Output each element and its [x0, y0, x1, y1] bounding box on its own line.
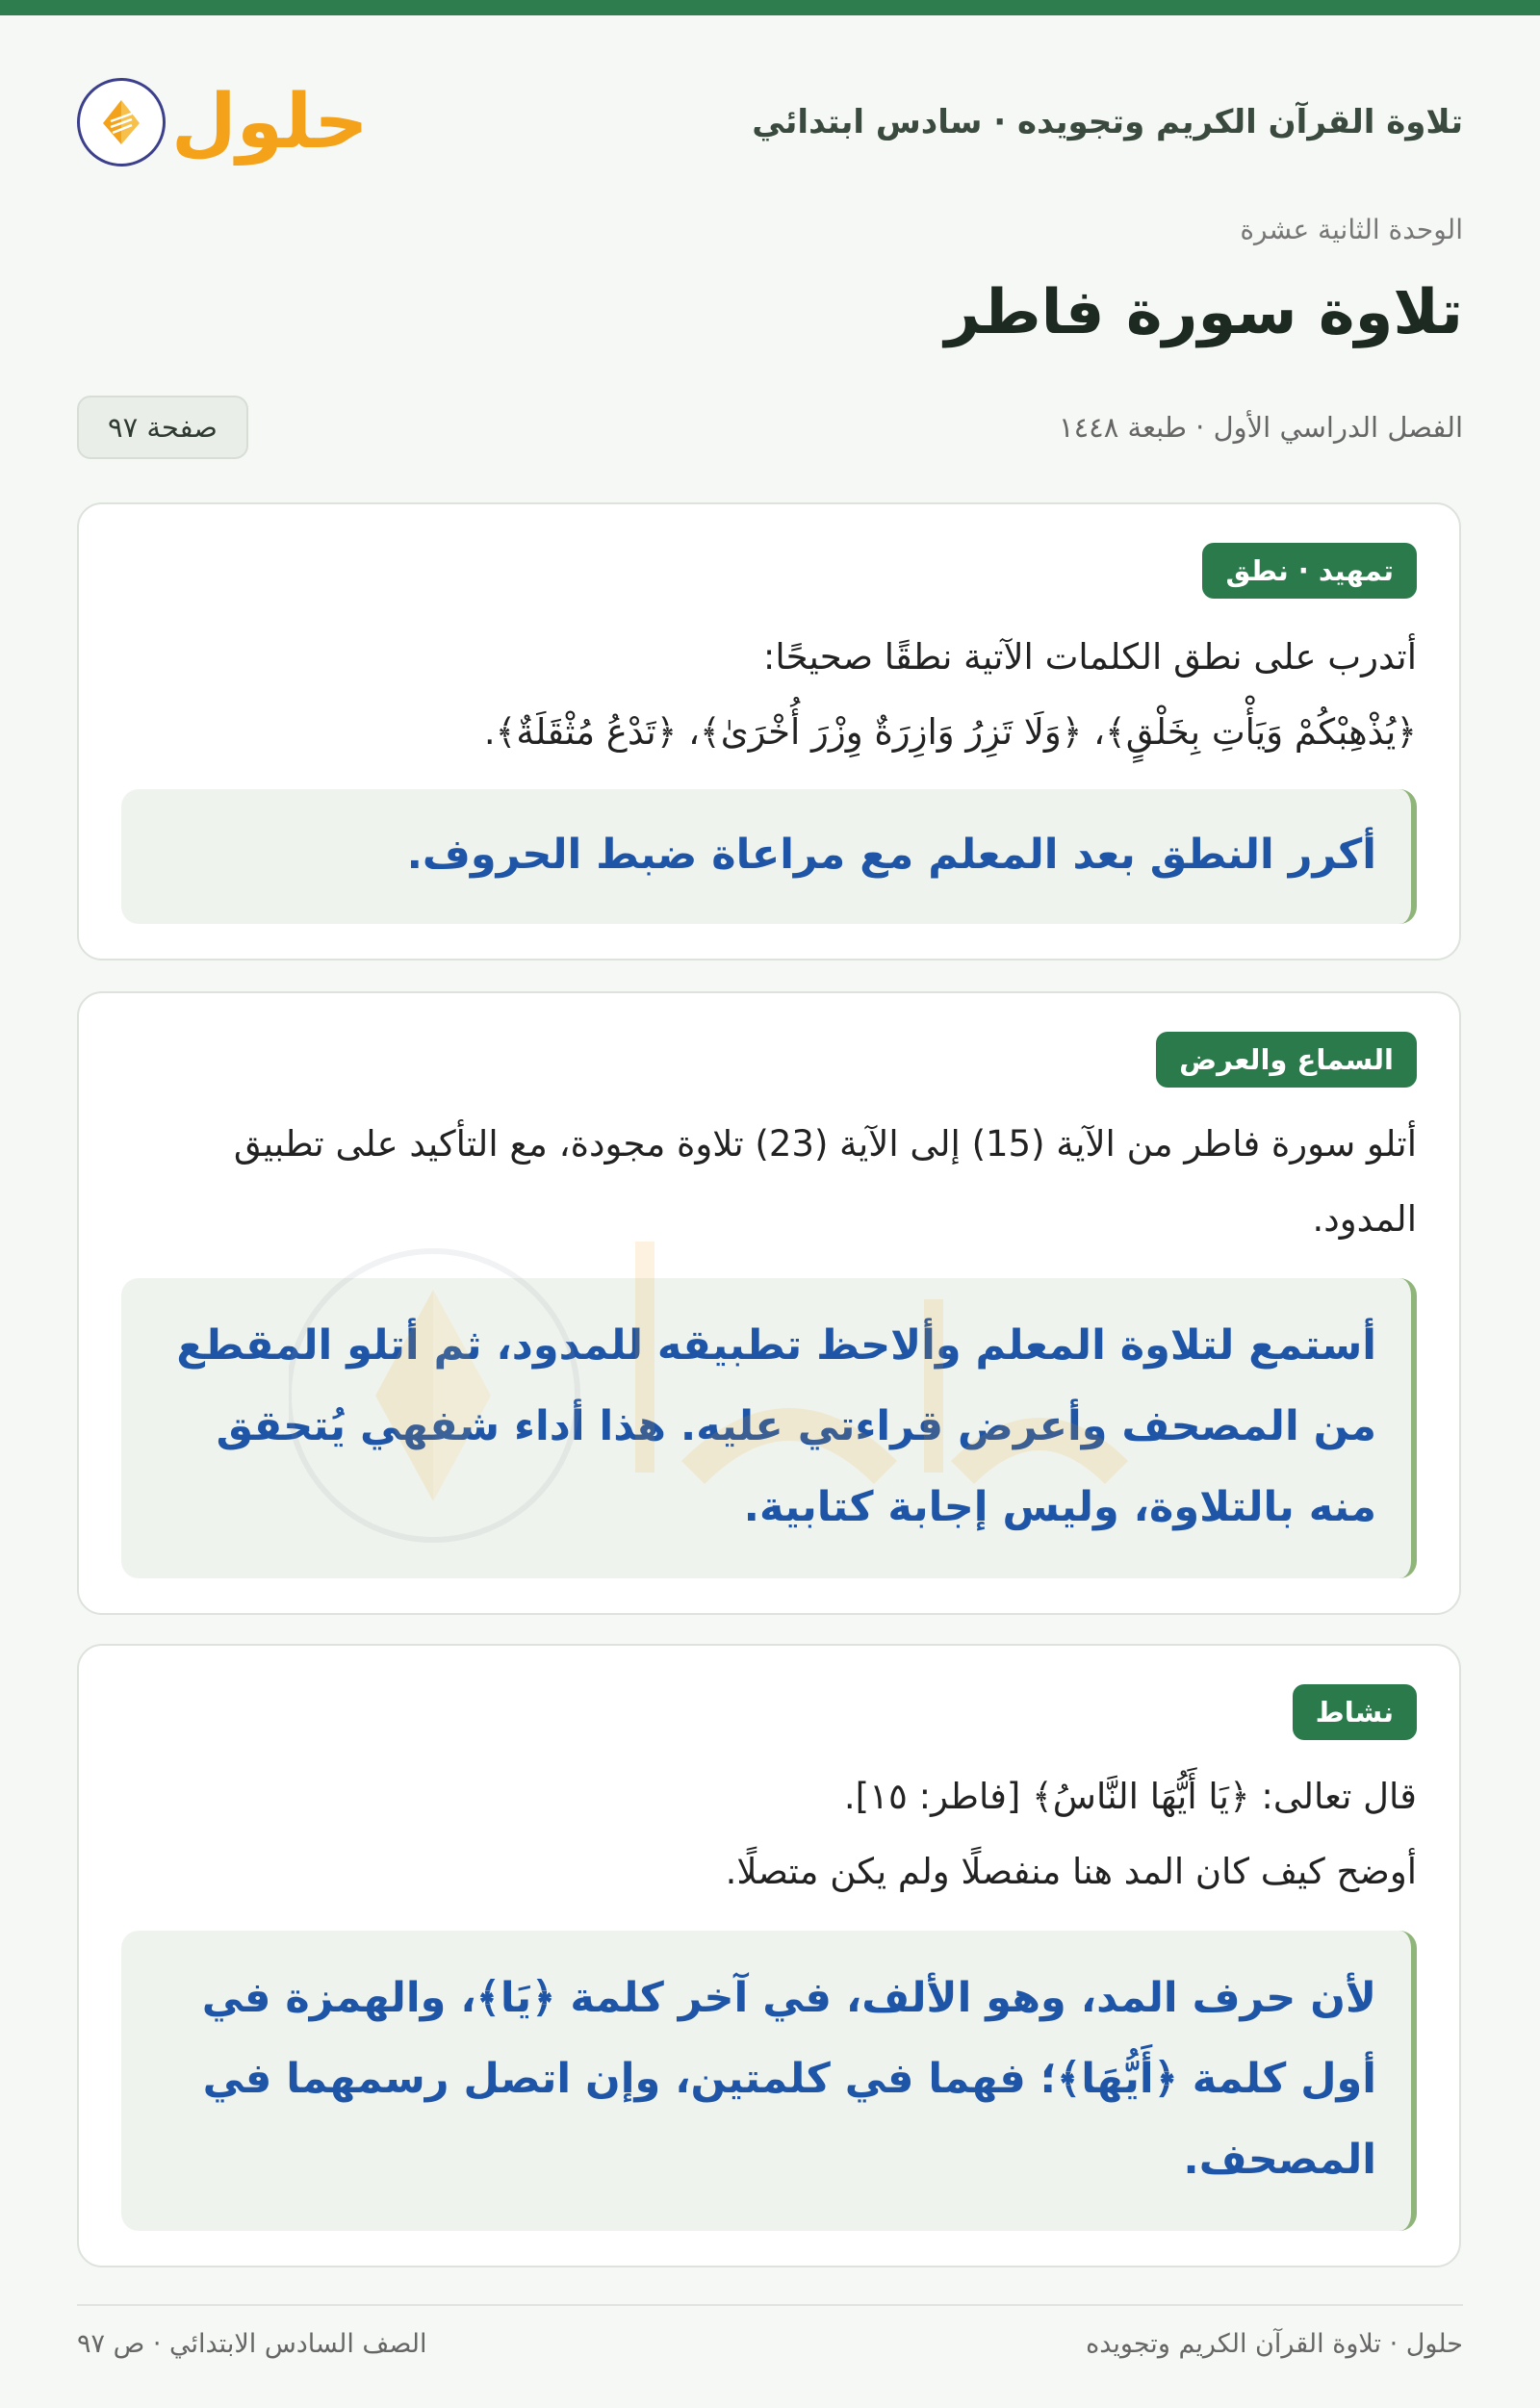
instruction-line: أتدرب على نطق الكلمات الآتية نطقًا صحيحًا:: [762, 636, 1417, 678]
answer-box: لأن حرف المد، وهو الألف، في آخر كلمة ﴿يَا﴾، والهمزة في أول كلمة ﴿أَيُّهَا﴾؛ فهما في كلمتين، وإن اتصل رسمهما في المصحف.: [121, 1931, 1417, 2231]
logo-wordmark: حلول: [171, 79, 369, 166]
footer-divider: [77, 2304, 1463, 2306]
page-header: [77, 60, 1463, 185]
answer-box: أكرر النطق بعد المعلم مع مراعاة ضبط الحروف.: [121, 789, 1417, 924]
footer-page-ref: الصف السادس الابتدائي · ص ٩٧: [77, 2329, 427, 2359]
instruction-text: أتلو سورة فاطر من الآية (15) إلى الآية (23) تلاوة مجودة، مع التأكيد على تطبيق المدود.: [233, 1123, 1417, 1240]
quran-words-line: ﴿يُذْهِبْكُمْ وَيَأْتِ بِخَلْقٍ﴾، ﴿وَلَا تَزِرُ وَازِرَةٌ وِزْرَ أُخْرَىٰ﴾، ﴿تَدْعُ مُثْقَلَةٌ﴾.: [483, 711, 1417, 753]
subject-title: تلاوة القرآن الكريم وتجويده · سادس ابتدائي: [752, 103, 1463, 141]
instruction-text: [121, 1759, 1417, 1909]
question-line: أوضح كيف كان المد هنا منفصلًا ولم يكن متصلًا.: [725, 1851, 1417, 1892]
unit-label: الوحدة الثانية عشرة: [1240, 214, 1463, 245]
section-tag: نشاط: [1293, 1684, 1417, 1740]
answer-box: أستمع لتلاوة المعلم وألاحظ تطبيقه للمدود، ثم أتلو المقطع من المصحف وأعرض قراءتي عليه. هذا أداء شفهي يُتحقق منه بالتلاوة، وليس إجابة كتابية.: [121, 1278, 1417, 1578]
site-logo[interactable]: [77, 78, 369, 167]
instruction-text: [121, 620, 1417, 770]
meta-row: [77, 393, 1463, 462]
term-edition: الفصل الدراسي الأول · طبعة ١٤٤٨: [1059, 411, 1463, 444]
card-listening: [77, 991, 1461, 1615]
card-activity: [77, 1644, 1461, 2267]
page-title: تلاوة سورة فاطر: [944, 277, 1463, 348]
book-icon: [77, 78, 166, 167]
top-accent-bar: [0, 0, 1540, 15]
card-pronunciation: [77, 502, 1461, 961]
page-footer: [77, 2329, 1463, 2359]
verse-line: قال تعالى: ﴿يَا أَيُّهَا النَّاسُ﴾ [فاطر: ١٥].: [843, 1776, 1417, 1817]
section-tag: تمهيد · نطق: [1202, 543, 1417, 599]
section-tag: السماع والعرض: [1156, 1032, 1417, 1088]
page-number-badge: صفحة ٩٧: [77, 396, 248, 459]
footer-book-title: حلول · تلاوة القرآن الكريم وتجويده: [1086, 2329, 1463, 2359]
